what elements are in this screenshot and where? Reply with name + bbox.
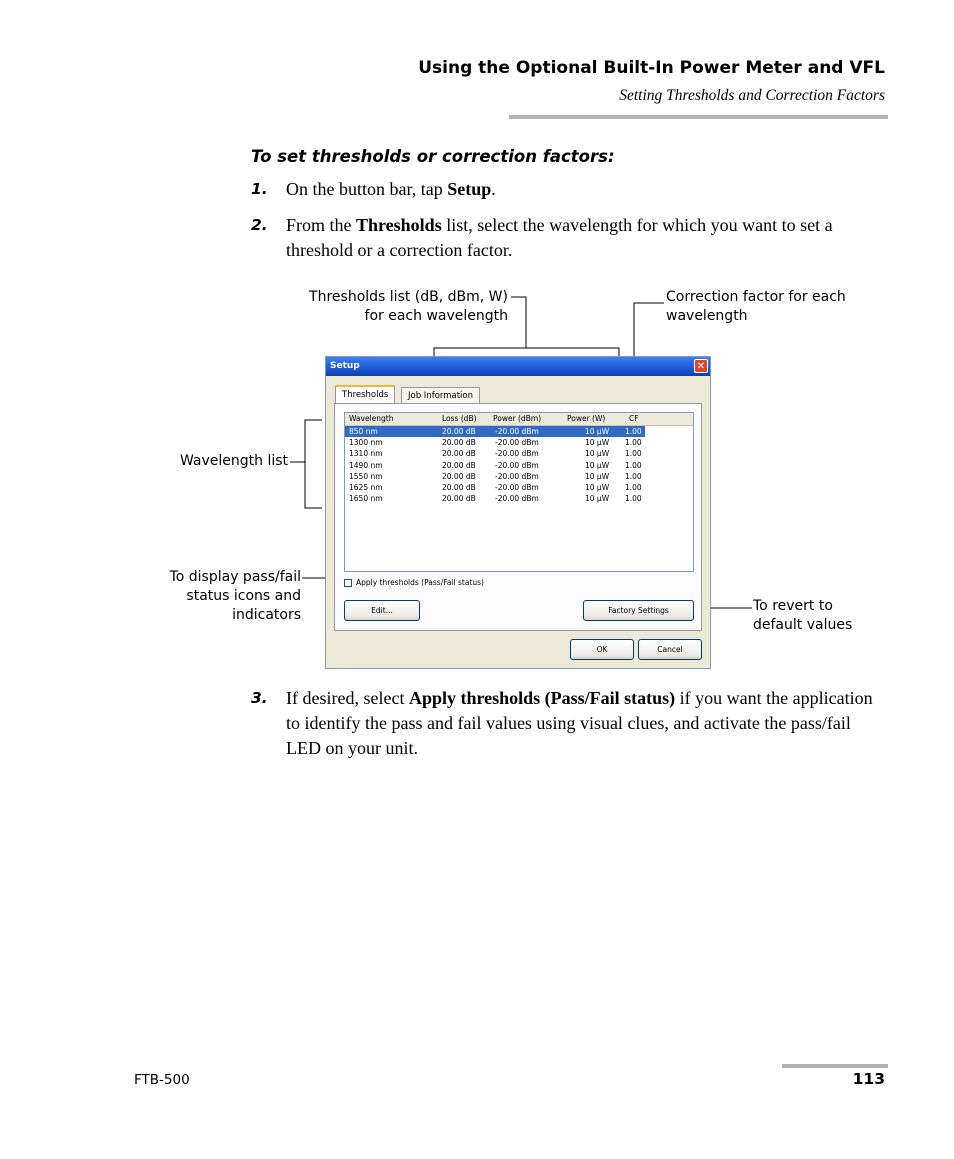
table-row[interactable] <box>345 448 645 459</box>
factory-settings-button[interactable]: Factory Settings <box>583 600 694 621</box>
table-cell: 1.00 <box>625 483 642 492</box>
callout-pass-fail <box>170 568 301 625</box>
table-cell: 1.00 <box>625 494 642 504</box>
thresholds-leader <box>511 297 526 348</box>
table-cell: -20.00 dBm <box>495 483 539 492</box>
table-row[interactable] <box>345 437 645 448</box>
callout-line: To revert to <box>753 598 833 614</box>
callout-revert <box>753 597 852 635</box>
table-row[interactable] <box>345 426 645 437</box>
wavelength-bracket <box>305 420 322 508</box>
table-cell: 1.00 <box>625 438 642 448</box>
step-text-pre: On the button bar, tap <box>286 179 448 199</box>
table-cell: 10 µW <box>585 471 610 481</box>
step-text-post: list, select the wavelength for which you want to set a threshold or a correction factor. <box>286 215 833 260</box>
table-cell: 1625 nm <box>349 483 383 492</box>
page-number: 113 <box>852 1070 885 1088</box>
listview-header <box>345 413 693 426</box>
callout-line: wavelength <box>666 308 748 324</box>
callout-line: indicators <box>232 607 301 623</box>
tab-thresholds[interactable]: Thresholds <box>335 385 395 406</box>
footer-rule <box>782 1064 888 1068</box>
table-cell: 10 µW <box>585 449 610 459</box>
tab-job-information[interactable]: Job Information <box>401 387 480 404</box>
apply-thresholds-checkbox[interactable] <box>344 579 352 587</box>
table-cell: 10 µW <box>585 494 610 504</box>
table-cell: -20.00 dBm <box>495 471 539 481</box>
column-header-wavelength[interactable]: Wavelength <box>349 414 394 423</box>
close-icon[interactable]: ✕ <box>694 359 708 373</box>
step-text-bold: Apply thresholds (Pass/Fail status) <box>408 688 676 708</box>
procedure-title: To set thresholds or correction factors: <box>251 147 615 166</box>
table-cell: 10 µW <box>585 460 610 470</box>
table-cell: 1300 nm <box>349 438 383 448</box>
column-header-power-dbm[interactable]: Power (dBm) <box>493 414 542 423</box>
step-3 <box>251 689 268 708</box>
ok-button[interactable]: OK <box>570 639 634 660</box>
table-cell: 10 µW <box>585 438 610 448</box>
table-cell: 20.00 dB <box>442 427 476 436</box>
column-header-cf[interactable]: CF <box>629 414 639 423</box>
step-number: 2. <box>251 216 268 234</box>
table-cell: 20.00 dB <box>442 471 476 481</box>
table-cell: 20.00 dB <box>442 460 476 470</box>
table-cell: 20.00 dB <box>442 449 476 459</box>
table-row[interactable] <box>345 460 645 471</box>
callout-line: for each wavelength <box>364 308 508 324</box>
table-cell: 850 nm <box>349 427 378 436</box>
table-cell: -20.00 dBm <box>495 460 539 470</box>
thresholds-panel <box>334 403 702 631</box>
callout-line: Correction factor for each <box>666 289 846 305</box>
table-cell: 20.00 dB <box>442 494 476 504</box>
step-3-text <box>286 686 886 761</box>
step-number: 3. <box>251 689 268 707</box>
callout-line: Thresholds list (dB, dBm, W) <box>309 289 508 305</box>
table-row[interactable] <box>345 482 645 493</box>
section-title: Setting Thresholds and Correction Factors <box>619 87 885 104</box>
table-cell: -20.00 dBm <box>495 494 539 504</box>
callout-line: status icons and <box>186 588 301 604</box>
dialog-title: Setup <box>330 361 360 371</box>
table-cell: -20.00 dBm <box>495 427 539 436</box>
step-text-bold: Setup <box>447 179 492 199</box>
dialog-titlebar <box>326 357 710 376</box>
step-text-pre: From the <box>286 215 356 235</box>
table-cell: -20.00 dBm <box>495 449 539 459</box>
table-cell: 10 µW <box>585 483 610 492</box>
thresholds-listview[interactable] <box>344 412 694 572</box>
callout-correction-factor <box>666 288 846 326</box>
table-cell: 20.00 dB <box>442 438 476 448</box>
table-row[interactable] <box>345 493 645 504</box>
table-row[interactable] <box>345 471 645 482</box>
column-header-loss[interactable]: Loss (dB) <box>442 414 477 423</box>
callout-line: To display pass/fail <box>169 569 301 585</box>
apply-thresholds-label: Apply thresholds (Pass/Fail status) <box>356 578 484 587</box>
callout-thresholds-list <box>309 288 508 326</box>
table-cell: 1490 nm <box>349 460 383 470</box>
table-cell: 10 µW <box>585 427 610 436</box>
step-text-post: . <box>491 179 496 199</box>
step-text-pre: If desired, select <box>286 688 409 708</box>
table-cell: 1.00 <box>625 471 642 481</box>
callout-wavelength-list: Wavelength list <box>179 453 288 469</box>
table-cell: 1550 nm <box>349 471 383 481</box>
footer-product: FTB-500 <box>134 1072 190 1088</box>
table-cell: 1.00 <box>625 449 642 459</box>
column-header-power-w[interactable]: Power (W) <box>567 414 606 423</box>
step-text-post: if you want the application to identify the pass and fail values using visual clues, and activate the pass/fail LED on your unit. <box>286 688 873 758</box>
table-cell: 1.00 <box>625 460 642 470</box>
table-cell: 20.00 dB <box>442 483 476 492</box>
table-cell: 1310 nm <box>349 449 383 459</box>
callout-line: default values <box>753 617 853 633</box>
table-cell: 1650 nm <box>349 494 383 504</box>
edit-button[interactable]: Edit... <box>344 600 420 621</box>
table-cell: 1.00 <box>625 427 642 436</box>
chapter-title: Using the Optional Built-In Power Meter and VFL <box>418 58 885 78</box>
step-number: 1. <box>251 180 268 198</box>
cancel-button[interactable]: Cancel <box>638 639 702 660</box>
setup-dialog <box>325 356 711 669</box>
step-text-bold: Thresholds <box>356 215 442 235</box>
table-cell: -20.00 dBm <box>495 438 539 448</box>
